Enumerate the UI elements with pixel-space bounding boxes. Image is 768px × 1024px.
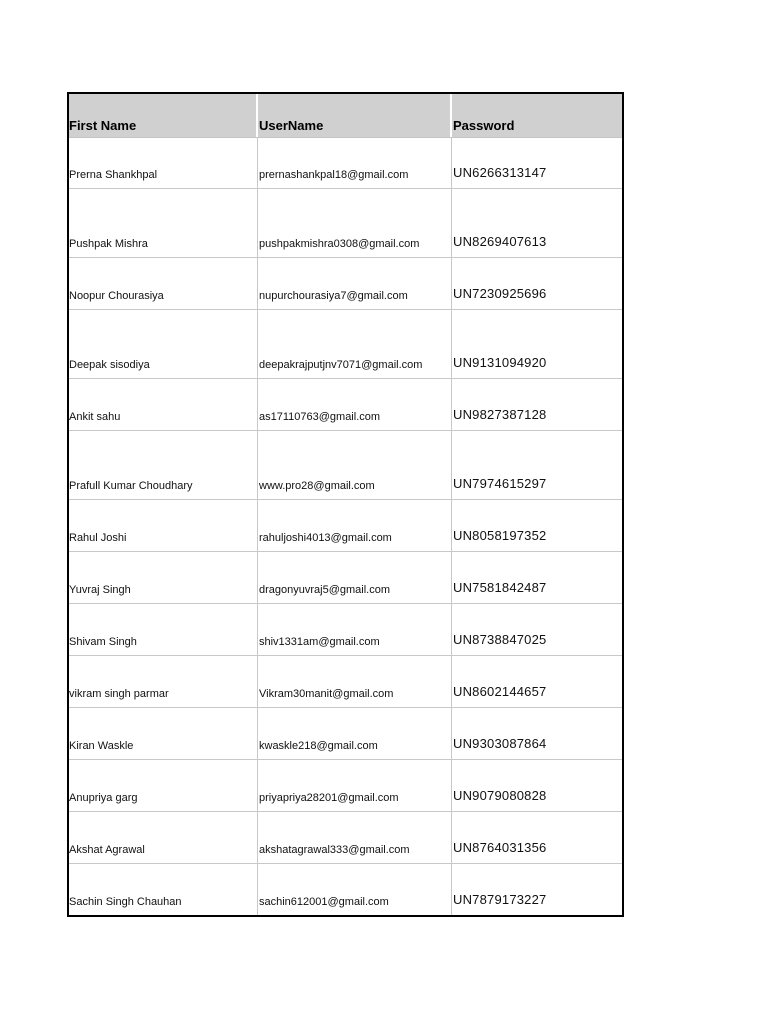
table-row — [69, 310, 622, 379]
table-row — [69, 708, 622, 760]
table-row — [69, 189, 622, 258]
table-row — [69, 138, 622, 189]
cell-username: nupurchourasiya7@gmail.com — [258, 258, 452, 309]
cell-username: sachin612001@gmail.com — [258, 864, 452, 915]
cell-password: UN7879173227 — [453, 892, 547, 907]
cell-username: deepakrajputjnv7071@gmail.com — [258, 310, 452, 378]
table-row — [69, 552, 622, 604]
user-credentials-table — [67, 92, 624, 917]
cell-username: rahuljoshi4013@gmail.com — [258, 500, 452, 551]
cell-password: UN7974615297 — [453, 476, 547, 491]
header-password: Password — [453, 118, 515, 133]
cell-username: priyapriya28201@gmail.com — [258, 760, 452, 811]
cell-first-name: Akshat Agrawal — [69, 812, 258, 863]
cell-first-name: Prerna Shankhpal — [69, 138, 258, 188]
cell-username: pushpakmishra0308@gmail.com — [258, 189, 452, 257]
cell-first-name: Prafull Kumar Choudhary — [69, 431, 258, 499]
cell-first-name: Kiran Waskle — [69, 708, 258, 759]
table-row — [69, 604, 622, 656]
cell-first-name: Anupriya garg — [69, 760, 258, 811]
cell-first-name: Sachin Singh Chauhan — [69, 864, 258, 915]
cell-first-name: Rahul Joshi — [69, 500, 258, 551]
cell-username: akshatagrawal333@gmail.com — [258, 812, 452, 863]
cell-first-name: vikram singh parmar — [69, 656, 258, 707]
cell-password: UN9079080828 — [453, 788, 547, 803]
cell-password: UN9303087864 — [453, 736, 547, 751]
cell-first-name: Ankit sahu — [69, 379, 258, 430]
cell-first-name: Pushpak Mishra — [69, 189, 258, 257]
cell-username: shiv1331am@gmail.com — [258, 604, 452, 655]
table-row — [69, 500, 622, 552]
cell-password: UN8269407613 — [453, 234, 547, 249]
cell-password: UN8058197352 — [453, 528, 547, 543]
cell-password: UN9131094920 — [453, 355, 547, 370]
cell-password: UN8738847025 — [453, 632, 547, 647]
cell-first-name: Noopur Chourasiya — [69, 258, 258, 309]
cell-first-name: Shivam Singh — [69, 604, 258, 655]
cell-password: UN8764031356 — [453, 840, 547, 855]
table-row — [69, 431, 622, 500]
cell-first-name: Deepak sisodiya — [69, 310, 258, 378]
table-header-row — [69, 94, 622, 138]
header-username: UserName — [258, 94, 452, 137]
table-row — [69, 656, 622, 708]
cell-password: UN9827387128 — [453, 407, 547, 422]
table-row — [69, 760, 622, 812]
table-row — [69, 864, 622, 915]
header-first-name: First Name — [69, 94, 258, 137]
cell-first-name: Yuvraj Singh — [69, 552, 258, 603]
cell-username: prernashankpal18@gmail.com — [258, 138, 452, 188]
cell-password: UN6266313147 — [453, 165, 547, 180]
cell-username: as17110763@gmail.com — [258, 379, 452, 430]
cell-password: UN8602144657 — [453, 684, 547, 699]
table-row — [69, 812, 622, 864]
cell-username: Vikram30manit@gmail.com — [258, 656, 452, 707]
cell-username: dragonyuvraj5@gmail.com — [258, 552, 452, 603]
cell-password: UN7230925696 — [453, 286, 547, 301]
cell-username: www.pro28@gmail.com — [258, 431, 452, 499]
table-row — [69, 258, 622, 310]
table-row — [69, 379, 622, 431]
cell-username: kwaskle218@gmail.com — [258, 708, 452, 759]
cell-password: UN7581842487 — [453, 580, 547, 595]
